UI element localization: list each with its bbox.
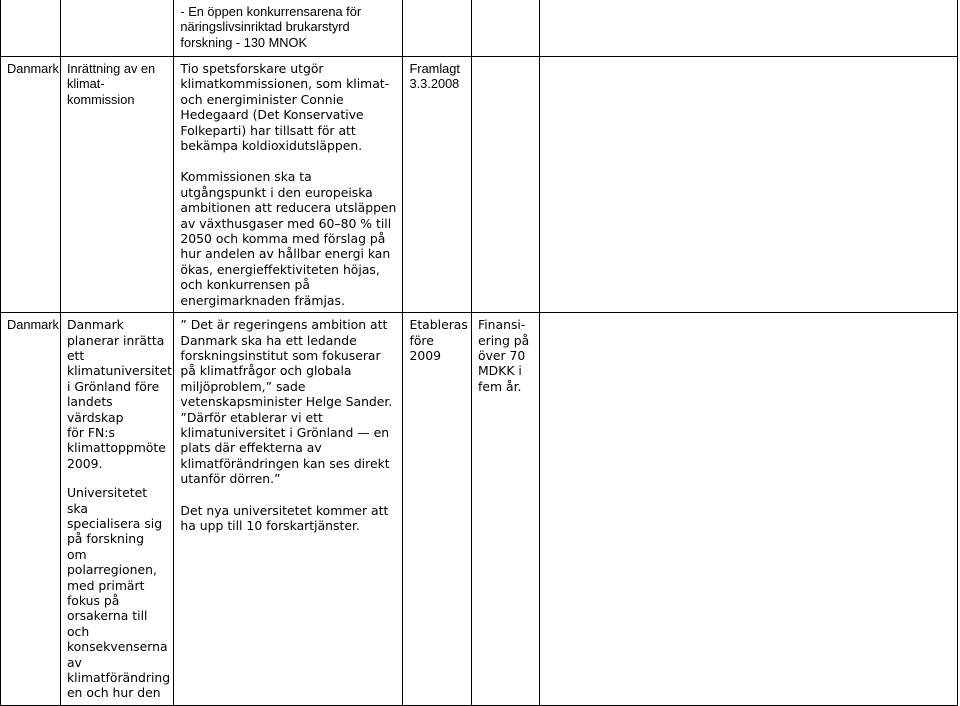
table-row (1, 313, 958, 706)
description-paragraph: Kommissionen ska ta utgångspunkt i den europeiska ambitionen att reducera utsläppen av växthusgaser med 60–80 % till 2050 och komma med förslag på hur andelen av hållbar energi kan ökas, energieffektiviteten höjas, och konkurrensen på energimarknaden främjas. (180, 169, 397, 308)
timing-text: Framlagt 3.3.2008 (409, 61, 460, 92)
initiative-text: Inrättning av en klimat- kommission (66, 61, 156, 107)
initiative-paragraph: Danmark planerar inrätta ett klimatuniversitet i Grönland före landets värdskap för FN:s klimattoppmöte 2009. (66, 317, 172, 471)
country-text: Danmark (7, 317, 59, 333)
table-cell (60, 0, 173, 57)
description-paragraph: Tio spetsforskare utgör klimatkommissionen, som klimat- och energiminister Connie Hedegaard (Det Konservative Folkeparti) har tillsatt för att bekämpa koldioxidutsläppen. (180, 61, 390, 154)
table-row (1, 0, 958, 57)
initiative-paragraph: Universitetet ska specialisera sig på forskning om polarregionen, med primärt fokus på orsakerna till och konsekvenserna av klimatförändring en och hur den (66, 485, 171, 701)
description-paragraph: Det nya universitetet kommer att ha upp till 10 forskartjänster. (180, 502, 389, 533)
table-cell (471, 0, 540, 57)
country-cell (1, 313, 61, 706)
initiative-cell (60, 313, 173, 706)
description-cell (174, 57, 403, 313)
timing-cell (403, 57, 472, 313)
table-cell (540, 57, 958, 313)
table-cell (174, 0, 403, 57)
timing-text: Etableras före 2009 (409, 317, 468, 363)
table-cell (540, 313, 958, 706)
cell-text: - En öppen konkurrensarena för näringslivsinriktad brukarstyrd forskning - 130 MNOK (180, 4, 362, 50)
funding-text: Finansi- ering på över 70 MDKK i fem år. (477, 317, 530, 394)
initiative-cell (60, 57, 173, 313)
funding-cell (471, 57, 540, 313)
table-cell (540, 0, 958, 57)
country-text: Danmark (7, 61, 59, 76)
description-paragraph: ” Det är regeringens ambition att Danmark ska ha ett ledande forskningsinstitut som fokuserar på klimatfrågor och globala miljöproblem,” sade vetenskapsminister Helge Sander. ”Därför etablerar vi ett klimatuniversitet i Grönland — en plats där effekterna av klimatförändringen kan ses direkt utanför dörren.” (180, 317, 393, 487)
country-cell (1, 57, 61, 313)
table-cell (1, 0, 61, 57)
table-cell (403, 0, 472, 57)
funding-cell (471, 313, 540, 706)
description-cell (174, 313, 403, 706)
table-row (1, 57, 958, 313)
timing-cell (403, 313, 472, 706)
